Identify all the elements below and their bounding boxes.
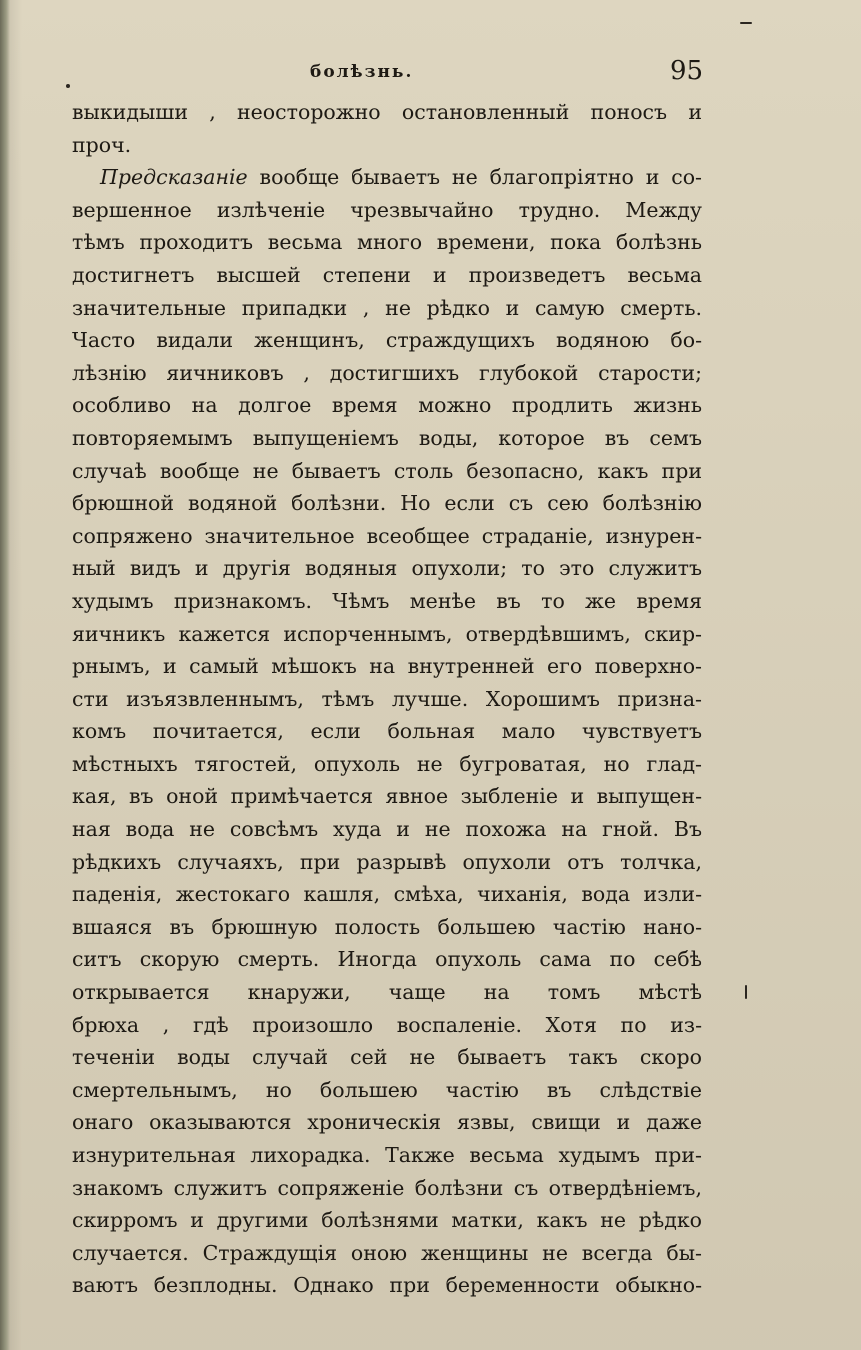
text-line: брюшной водяной болѣзни. Но если съ сею болѣзнію <box>72 491 702 516</box>
text-line: повторяемымъ выпущеніемъ воды, которое въ семъ <box>72 425 702 450</box>
running-head <box>70 58 710 92</box>
text-line: рнымъ, и самый мѣшокъ на внутренней его поверхно- <box>72 654 702 679</box>
text-line: мѣстныхъ тягостей, опухоль не бугроватая, но глад- <box>72 751 702 776</box>
text-line: теченіи воды случай сей не бываетъ такъ скоро <box>72 1045 702 1070</box>
text-line: кая, въ оной примѣчается явное зыбленіе и выпущен- <box>72 784 702 809</box>
text-line: знакомъ служитъ сопряженіе болѣзни съ отвердѣніемъ, <box>72 1175 702 1200</box>
body-text <box>72 96 702 1302</box>
text-line: тѣмъ проходитъ весьма много времени, пока болѣзнь <box>72 230 702 255</box>
text-line: вершенное излѣченіе чрезвычайно трудно. Между <box>72 197 702 222</box>
text-line: ситъ скорую смерть. Иногда опухоль сама по себѣ <box>72 947 702 972</box>
text-line: значительные припадки , не рѣдко и самую смерть. <box>72 295 702 320</box>
text-line: худымъ признакомъ. Чѣмъ менѣе въ то же время <box>72 588 702 613</box>
text-line: достигнетъ высшей степени и произведетъ весьма <box>72 262 702 287</box>
ink-speck <box>66 84 70 88</box>
text-line: случаѣ вообще не бываетъ столь безопасно, какъ при <box>72 458 702 483</box>
text-line: сопряжено значительное всеобщее страданіе, изнурен- <box>72 523 702 548</box>
text-line: брюха , гдѣ произошло воспаленіе. Хотя по из- <box>72 1012 702 1037</box>
text-line: ваютъ безплодны. Однако при беременности обыкно- <box>72 1273 702 1298</box>
text-line: онаго оказываются хроническія язвы, свищи и даже <box>72 1110 702 1135</box>
text-line: комъ почитается, если больная мало чувствуетъ <box>72 719 702 744</box>
page-binding-edge <box>0 0 10 1350</box>
text-line: рѣдкихъ случаяхъ, при разрывѣ опухоли отъ толчка, <box>72 849 702 874</box>
text-line: Часто видали женщинъ, страждущихъ водяною бо- <box>72 328 702 353</box>
text-line: ный видъ и другія водяныя опухоли; то это служитъ <box>72 556 702 581</box>
text-line: скирромъ и другими болѣзнями матки, какъ не рѣдко <box>72 1208 702 1233</box>
text-line: яичникъ кажется испорченнымъ, отвердѣвшимъ, скир- <box>72 621 702 646</box>
text-line: проч. <box>72 132 132 157</box>
text-line: ная вода не совсѣмъ худа и не похожа на гной. Въ <box>72 817 702 842</box>
emphasis-word: Предсказаніе <box>100 165 248 190</box>
ink-speck <box>745 985 747 999</box>
text-line: особливо на долгое время можно продлить жизнь <box>72 393 702 418</box>
ink-speck <box>740 22 752 24</box>
page-number: 95 <box>670 56 704 86</box>
text-line: случается. Страждущія оною женщины не всегда бы- <box>72 1240 702 1265</box>
text-line: паденія, жестокаго кашля, смѣха, чиханія, вода изли- <box>72 882 702 907</box>
text-line: вшаяся въ брюшную полость большею частію нано- <box>72 914 702 939</box>
text-line: сти изъязвленнымъ, тѣмъ лучше. Хорошимъ призна- <box>72 686 702 711</box>
running-title: болѣзнь. <box>310 62 414 82</box>
text-line: открывается кнаружи, чаще на томъ мѣстѣ <box>72 980 702 1005</box>
text-line-rest: вообще бываетъ не благопріятно и со- <box>259 165 702 190</box>
text-line: смертельнымъ, но большею частію въ слѣдствіе <box>72 1077 702 1102</box>
text-line <box>72 161 702 194</box>
text-line: изнурительная лихорадка. Также весьма худымъ при- <box>72 1143 702 1167</box>
text-line: выкидыши , неосторожно остановленный поносъ и <box>72 100 702 124</box>
text-line: лѣзнію яичниковъ , достигшихъ глубокой старости; <box>72 360 702 385</box>
